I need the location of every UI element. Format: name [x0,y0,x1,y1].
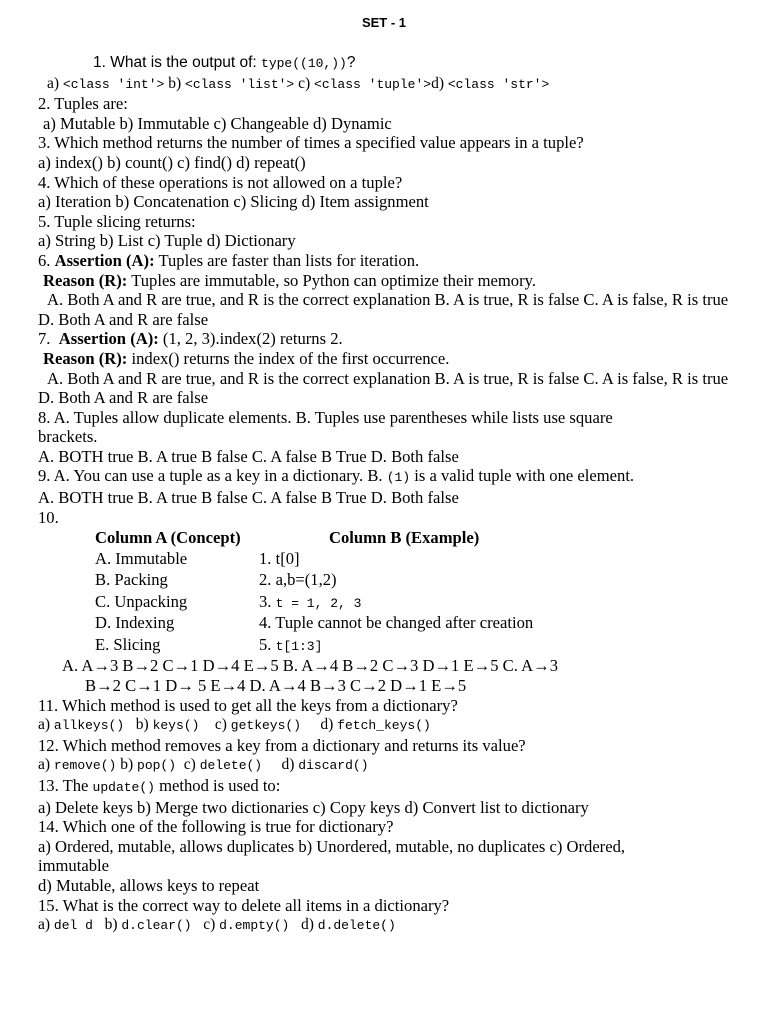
q5-options: a) String b) List c) Tuple d) Dictionary [38,231,296,251]
q2-stem: 2. Tuples are: [38,94,128,114]
q3-stem: 3. Which method returns the number of times a specified value appears in a tuple? [38,133,584,153]
concept-cell: D. Indexing [95,613,175,633]
q1-stem: 1. What is the output of: type((10,))? [93,54,356,71]
concept-cell: A. Immutable [95,548,188,568]
match-row [95,592,533,614]
col-a-header: Column A (Concept) [95,528,241,548]
q15-options: a) del d b) d.clear() c) d.empty() d) d.delete() [38,916,396,934]
q10-number: 10. [38,507,59,527]
q14-options: a) Ordered, mutable, allows duplicates b) Unordered, mutable, no duplicates c) Ordered, immutable [38,836,626,876]
q7-assertion: 7. Assertion (A): (1, 2, 3).index(2) returns 2. [38,329,343,349]
q9-options: A. BOTH true B. A true B false C. A false B True D. Both false [38,488,459,508]
example-cell: 1. t[0] [259,548,300,568]
q13-stem: 13. The update() method is used to: [38,776,281,795]
q8-options: A. BOTH true B. A true B false C. A false B True D. Both false [38,446,459,466]
q12-stem: 12. Which method removes a key from a dictionary and returns its value? [38,735,526,755]
q4-options: a) Iteration b) Concatenation c) Slicing d) Item assignment [38,192,429,212]
q6-assertion: 6. Assertion (A): Tuples are faster than lists for iteration. [38,250,420,270]
q11-stem: 11. Which method is used to get all the keys from a dictionary? [38,695,458,715]
q15-stem: 15. What is the correct way to delete all items in a dictionary? [38,895,450,915]
match-row [95,549,533,571]
q7-option-d: D. Both A and R are false [38,388,209,408]
q8-stem: 8. A. Tuples allow duplicate elements. B. Tuples use parentheses while lists use square brackets. [38,407,613,447]
match-row [95,613,533,635]
q6-reason: Reason (R): Tuples are immutable, so Python can optimize their memory. [43,270,536,290]
example-cell: 5. t[1:3] [259,634,323,654]
q9-stem: 9. A. You can use a tuple as a key in a dictionary. B. (1) is a valid tuple with one element. [38,466,635,486]
q3-options: a) index() b) count() c) find() d) repeat() [38,152,306,172]
concept-cell: E. Slicing [95,634,161,654]
example-cell: 4. Tuple cannot be changed after creation [259,613,534,633]
questions [38,52,730,936]
match-row [95,570,533,592]
q2-options: a) Mutable b) Immutable c) Changeable d) Dynamic [43,113,392,133]
q7-reason: Reason (R): index() returns the index of the first occurrence. [43,348,450,368]
q7-options: A. Both A and R are true, and R is the correct explanation B. A is true, R is false C. A is false, R is true [47,368,729,388]
q14-stem: 14. Which one of the following is true for dictionary? [38,817,394,837]
q10-options-cont: B→2 C→1 D→ 5 E→4 D. A→4 B→3 C→2 D→1 E→5 [85,676,467,696]
set-title: SET - 1 [361,15,407,30]
match-row [95,635,533,657]
q6-option-d: D. Both A and R are false [38,309,209,329]
q11-options: a) allkeys() b) keys() c) getkeys() d) fetch_keys() [38,716,431,734]
q10-match-table [95,527,533,656]
example-cell: 3. t = 1, 2, 3 [259,591,362,611]
col-b-header: Column B (Example) [329,528,480,548]
q1-options: a) <class 'int'> b) <class 'list'> c) <class 'tuple'>d) <class 'str'> [47,74,550,92]
q4-stem: 4. Which of these operations is not allowed on a tuple? [38,172,403,192]
concept-cell: B. Packing [95,570,168,590]
concept-cell: C. Unpacking [95,591,188,611]
q10-options: A. A→3 B→2 C→1 D→4 E→5 B. A→4 B→2 C→3 D→1 E→5 C. A→3 [62,656,559,676]
q13-options: a) Delete keys b) Merge two dictionaries c) Copy keys d) Convert list to dictionary [38,797,589,817]
q12-options: a) remove() b) pop() c) delete() d) discard() [38,756,369,774]
q6-options: A. Both A and R are true, and R is the correct explanation B. A is true, R is false C. A is false, R is true [47,290,729,310]
q5-stem: 5. Tuple slicing returns: [38,211,196,231]
q14-option-d: d) Mutable, allows keys to repeat [38,875,260,895]
example-cell: 2. a,b=(1,2) [259,570,337,590]
